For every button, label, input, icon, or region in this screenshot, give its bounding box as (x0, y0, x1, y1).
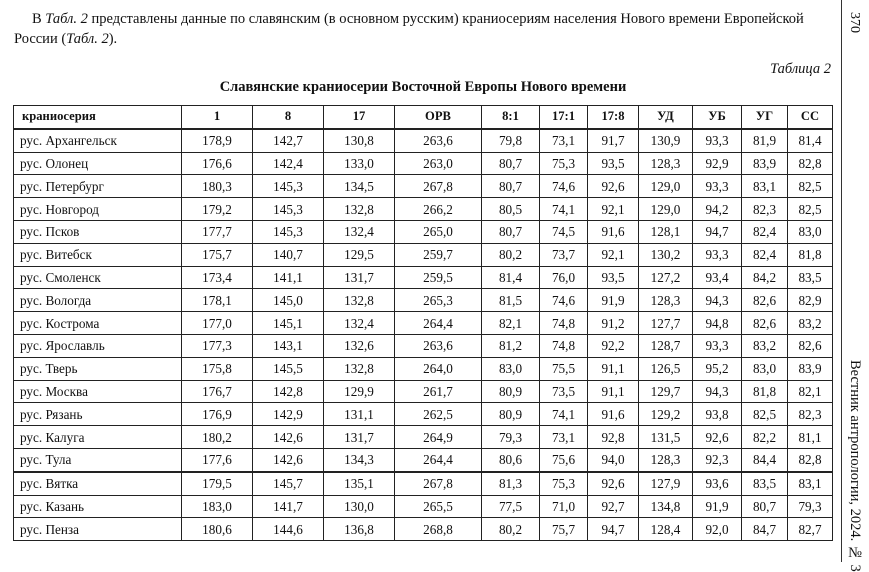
series-name-cell: рус. Пенза (14, 518, 182, 541)
value-cell: 73,7 (540, 243, 588, 266)
value-cell: 83,1 (742, 175, 788, 198)
value-cell: 93,3 (693, 334, 742, 357)
value-cell: 92,2 (588, 334, 639, 357)
column-header: 8:1 (482, 106, 540, 129)
value-cell: 127,9 (639, 472, 693, 495)
value-cell: 180,6 (182, 518, 253, 541)
value-cell: 94,0 (588, 448, 639, 471)
value-cell: 93,5 (588, 266, 639, 289)
value-cell: 264,9 (395, 426, 482, 449)
value-cell: 267,8 (395, 472, 482, 495)
value-cell: 83,9 (788, 357, 833, 380)
value-cell: 145,3 (253, 198, 324, 221)
value-cell: 81,1 (788, 426, 833, 449)
table-row (14, 448, 833, 471)
series-name-cell: рус. Тверь (14, 357, 182, 380)
value-cell: 80,7 (742, 495, 788, 518)
value-cell: 80,7 (482, 220, 540, 243)
value-cell: 81,8 (788, 243, 833, 266)
value-cell: 175,8 (182, 357, 253, 380)
value-cell: 82,6 (742, 289, 788, 312)
value-cell: 132,4 (324, 220, 395, 243)
value-cell: 127,7 (639, 312, 693, 335)
value-cell: 82,3 (788, 403, 833, 426)
value-cell: 83,0 (742, 357, 788, 380)
value-cell: 93,5 (588, 152, 639, 175)
value-cell: 82,4 (742, 220, 788, 243)
table-row (14, 129, 833, 152)
value-cell: 265,3 (395, 289, 482, 312)
value-cell: 131,5 (639, 426, 693, 449)
craniometric-table (13, 105, 833, 541)
value-cell: 91,9 (693, 495, 742, 518)
value-cell: 129,0 (639, 198, 693, 221)
value-cell: 82,8 (788, 448, 833, 471)
value-cell: 75,3 (540, 472, 588, 495)
value-cell: 133,0 (324, 152, 395, 175)
value-cell: 92,1 (588, 198, 639, 221)
value-cell: 176,7 (182, 380, 253, 403)
value-cell: 93,8 (693, 403, 742, 426)
value-cell: 79,3 (788, 495, 833, 518)
value-cell: 92,9 (693, 152, 742, 175)
value-cell: 94,8 (693, 312, 742, 335)
table-row (14, 357, 833, 380)
value-cell: 128,7 (639, 334, 693, 357)
table-row (14, 198, 833, 221)
value-cell: 178,9 (182, 129, 253, 152)
table-row (14, 266, 833, 289)
value-cell: 142,7 (253, 129, 324, 152)
series-name-cell: рус. Ярославль (14, 334, 182, 357)
value-cell: 92,6 (693, 426, 742, 449)
value-cell: 80,5 (482, 198, 540, 221)
value-cell: 92,7 (588, 495, 639, 518)
value-cell: 91,2 (588, 312, 639, 335)
value-cell: 176,6 (182, 152, 253, 175)
value-cell: 94,7 (693, 220, 742, 243)
value-cell: 266,2 (395, 198, 482, 221)
table-row (14, 334, 833, 357)
value-cell: 128,3 (639, 289, 693, 312)
table-row (14, 220, 833, 243)
value-cell: 81,3 (482, 472, 540, 495)
value-cell: 136,8 (324, 518, 395, 541)
value-cell: 93,3 (693, 243, 742, 266)
value-cell: 142,9 (253, 403, 324, 426)
value-cell: 74,1 (540, 198, 588, 221)
value-cell: 74,5 (540, 220, 588, 243)
value-cell: 264,0 (395, 357, 482, 380)
value-cell: 261,7 (395, 380, 482, 403)
table-row (14, 426, 833, 449)
value-cell: 126,5 (639, 357, 693, 380)
value-cell: 177,0 (182, 312, 253, 335)
value-cell: 83,9 (742, 152, 788, 175)
series-name-cell: рус. Смоленск (14, 266, 182, 289)
column-header: краниосерия (14, 106, 182, 129)
value-cell: 265,5 (395, 495, 482, 518)
value-cell: 92,6 (588, 175, 639, 198)
value-cell: 142,6 (253, 426, 324, 449)
value-cell: 83,1 (788, 472, 833, 495)
value-cell: 141,1 (253, 266, 324, 289)
column-header: УГ (742, 106, 788, 129)
table-title: Славянские краниосерии Восточной Европы Нового времени (219, 79, 627, 95)
value-cell: 142,6 (253, 448, 324, 471)
value-cell: 128,1 (639, 220, 693, 243)
value-cell: 81,9 (742, 129, 788, 152)
value-cell: 81,4 (788, 129, 833, 152)
value-cell: 179,2 (182, 198, 253, 221)
value-cell: 80,7 (482, 152, 540, 175)
column-header: СС (788, 106, 833, 129)
value-cell: 82,4 (742, 243, 788, 266)
value-cell: 134,8 (639, 495, 693, 518)
value-cell: 91,7 (588, 129, 639, 152)
table-row (14, 152, 833, 175)
value-cell: 92,8 (588, 426, 639, 449)
value-cell: 82,5 (742, 403, 788, 426)
value-cell: 81,8 (742, 380, 788, 403)
value-cell: 82,1 (788, 380, 833, 403)
series-name-cell: рус. Казань (14, 495, 182, 518)
column-header: УБ (693, 106, 742, 129)
column-header: 1 (182, 106, 253, 129)
value-cell: 145,3 (253, 175, 324, 198)
value-cell: 82,9 (788, 289, 833, 312)
value-cell: 262,5 (395, 403, 482, 426)
value-cell: 130,8 (324, 129, 395, 152)
table-row (14, 403, 833, 426)
intro-text-3: ). (108, 31, 118, 47)
value-cell: 130,9 (639, 129, 693, 152)
series-name-cell: рус. Псков (14, 220, 182, 243)
intro-text-2: представлены данные по славянским (в основном русским) краниосериям населения Нового времени Европейской России ( (14, 11, 804, 47)
value-cell: 91,1 (588, 380, 639, 403)
value-cell: 132,8 (324, 198, 395, 221)
value-cell: 128,3 (639, 448, 693, 471)
table-row (14, 175, 833, 198)
table-row (14, 518, 833, 541)
column-header: 17 (324, 106, 395, 129)
series-name-cell: рус. Кострома (14, 312, 182, 335)
value-cell: 180,3 (182, 175, 253, 198)
value-cell: 74,8 (540, 334, 588, 357)
value-cell: 145,1 (253, 312, 324, 335)
value-cell: 92,0 (693, 518, 742, 541)
value-cell: 80,9 (482, 403, 540, 426)
series-name-cell: рус. Витебск (14, 243, 182, 266)
series-name-cell: рус. Вологда (14, 289, 182, 312)
value-cell: 94,7 (588, 518, 639, 541)
value-cell: 80,7 (482, 175, 540, 198)
value-cell: 259,7 (395, 243, 482, 266)
value-cell: 82,2 (742, 426, 788, 449)
value-cell: 178,1 (182, 289, 253, 312)
value-cell: 84,4 (742, 448, 788, 471)
value-cell: 145,0 (253, 289, 324, 312)
column-header: 8 (253, 106, 324, 129)
value-cell: 92,6 (588, 472, 639, 495)
value-cell: 127,2 (639, 266, 693, 289)
table-row (14, 243, 833, 266)
intro-paragraph (14, 9, 832, 49)
table-reference: Табл. 2 (45, 11, 88, 27)
value-cell: 177,3 (182, 334, 253, 357)
value-cell: 79,3 (482, 426, 540, 449)
value-cell: 265,0 (395, 220, 482, 243)
series-name-cell: рус. Калуга (14, 426, 182, 449)
value-cell: 91,6 (588, 220, 639, 243)
value-cell: 74,1 (540, 403, 588, 426)
value-cell: 131,1 (324, 403, 395, 426)
table-row (14, 312, 833, 335)
value-cell: 264,4 (395, 448, 482, 471)
series-name-cell: рус. Рязань (14, 403, 182, 426)
value-cell: 82,7 (788, 518, 833, 541)
column-header: 17:8 (588, 106, 639, 129)
value-cell: 134,3 (324, 448, 395, 471)
value-cell: 77,5 (482, 495, 540, 518)
value-cell: 75,3 (540, 152, 588, 175)
value-cell: 131,7 (324, 426, 395, 449)
value-cell: 91,6 (588, 403, 639, 426)
margin-rule (841, 0, 842, 562)
value-cell: 132,4 (324, 312, 395, 335)
value-cell: 129,9 (324, 380, 395, 403)
value-cell: 92,1 (588, 243, 639, 266)
value-cell: 144,6 (253, 518, 324, 541)
value-cell: 128,3 (639, 152, 693, 175)
value-cell: 132,6 (324, 334, 395, 357)
value-cell: 129,0 (639, 175, 693, 198)
value-cell: 129,2 (639, 403, 693, 426)
value-cell: 128,4 (639, 518, 693, 541)
value-cell: 71,0 (540, 495, 588, 518)
value-cell: 83,2 (742, 334, 788, 357)
column-header: 17:1 (540, 106, 588, 129)
value-cell: 80,6 (482, 448, 540, 471)
value-cell: 92,3 (693, 448, 742, 471)
value-cell: 142,4 (253, 152, 324, 175)
value-cell: 267,8 (395, 175, 482, 198)
value-cell: 82,3 (742, 198, 788, 221)
value-cell: 93,3 (693, 129, 742, 152)
value-cell: 180,2 (182, 426, 253, 449)
table-row (14, 289, 833, 312)
table-reference: Табл. 2 (66, 31, 109, 47)
value-cell: 268,8 (395, 518, 482, 541)
series-name-cell: рус. Вятка (14, 472, 182, 495)
table-row (14, 495, 833, 518)
value-cell: 130,2 (639, 243, 693, 266)
value-cell: 134,5 (324, 175, 395, 198)
value-cell: 81,4 (482, 266, 540, 289)
value-cell: 82,5 (788, 175, 833, 198)
value-cell: 176,9 (182, 403, 253, 426)
value-cell: 83,2 (788, 312, 833, 335)
value-cell: 83,5 (788, 266, 833, 289)
value-cell: 264,4 (395, 312, 482, 335)
value-cell: 93,3 (693, 175, 742, 198)
value-cell: 82,8 (788, 152, 833, 175)
series-name-cell: рус. Новгород (14, 198, 182, 221)
value-cell: 75,5 (540, 357, 588, 380)
value-cell: 82,1 (482, 312, 540, 335)
value-cell: 80,2 (482, 243, 540, 266)
series-name-cell: рус. Москва (14, 380, 182, 403)
value-cell: 80,2 (482, 518, 540, 541)
value-cell: 263,6 (395, 334, 482, 357)
value-cell: 74,6 (540, 175, 588, 198)
value-cell: 141,7 (253, 495, 324, 518)
series-name-cell: рус. Петербург (14, 175, 182, 198)
value-cell: 73,1 (540, 426, 588, 449)
page-number: 370 (847, 12, 862, 33)
series-name-cell: рус. Тула (14, 448, 182, 471)
value-cell: 79,8 (482, 129, 540, 152)
value-cell: 132,8 (324, 357, 395, 380)
value-cell: 81,5 (482, 289, 540, 312)
value-cell: 76,0 (540, 266, 588, 289)
value-cell: 145,7 (253, 472, 324, 495)
journal-running-title: Вестник антропологии, 2024. № 3 (847, 360, 863, 572)
value-cell: 73,1 (540, 129, 588, 152)
value-cell: 94,3 (693, 289, 742, 312)
value-cell: 82,6 (742, 312, 788, 335)
table-row (14, 472, 833, 495)
value-cell: 94,3 (693, 380, 742, 403)
value-cell: 135,1 (324, 472, 395, 495)
value-cell: 132,8 (324, 289, 395, 312)
column-header: УД (639, 106, 693, 129)
value-cell: 80,9 (482, 380, 540, 403)
value-cell: 84,7 (742, 518, 788, 541)
value-cell: 183,0 (182, 495, 253, 518)
value-cell: 129,7 (639, 380, 693, 403)
value-cell: 75,7 (540, 518, 588, 541)
value-cell: 94,2 (693, 198, 742, 221)
value-cell: 74,8 (540, 312, 588, 335)
value-cell: 93,4 (693, 266, 742, 289)
series-name-cell: рус. Олонец (14, 152, 182, 175)
value-cell: 143,1 (253, 334, 324, 357)
value-cell: 259,5 (395, 266, 482, 289)
value-cell: 91,1 (588, 357, 639, 380)
value-cell: 145,5 (253, 357, 324, 380)
intro-text-1: В (32, 11, 46, 27)
value-cell: 129,5 (324, 243, 395, 266)
header-row (14, 106, 833, 129)
value-cell: 95,2 (693, 357, 742, 380)
value-cell: 131,7 (324, 266, 395, 289)
value-cell: 263,0 (395, 152, 482, 175)
value-cell: 84,2 (742, 266, 788, 289)
value-cell: 83,5 (742, 472, 788, 495)
value-cell: 93,6 (693, 472, 742, 495)
value-cell: 177,6 (182, 448, 253, 471)
value-cell: 81,2 (482, 334, 540, 357)
table-number-label: Таблица 2 (770, 61, 831, 77)
value-cell: 140,7 (253, 243, 324, 266)
value-cell: 74,6 (540, 289, 588, 312)
value-cell: 91,9 (588, 289, 639, 312)
value-cell: 173,4 (182, 266, 253, 289)
column-header: ОРВ (395, 106, 482, 129)
value-cell: 179,5 (182, 472, 253, 495)
value-cell: 130,0 (324, 495, 395, 518)
value-cell: 73,5 (540, 380, 588, 403)
value-cell: 263,6 (395, 129, 482, 152)
value-cell: 82,5 (788, 198, 833, 221)
value-cell: 145,3 (253, 220, 324, 243)
value-cell: 83,0 (788, 220, 833, 243)
value-cell: 82,6 (788, 334, 833, 357)
value-cell: 75,6 (540, 448, 588, 471)
value-cell: 83,0 (482, 357, 540, 380)
table-row (14, 380, 833, 403)
value-cell: 142,8 (253, 380, 324, 403)
value-cell: 177,7 (182, 220, 253, 243)
series-name-cell: рус. Архангельск (14, 129, 182, 152)
value-cell: 175,7 (182, 243, 253, 266)
